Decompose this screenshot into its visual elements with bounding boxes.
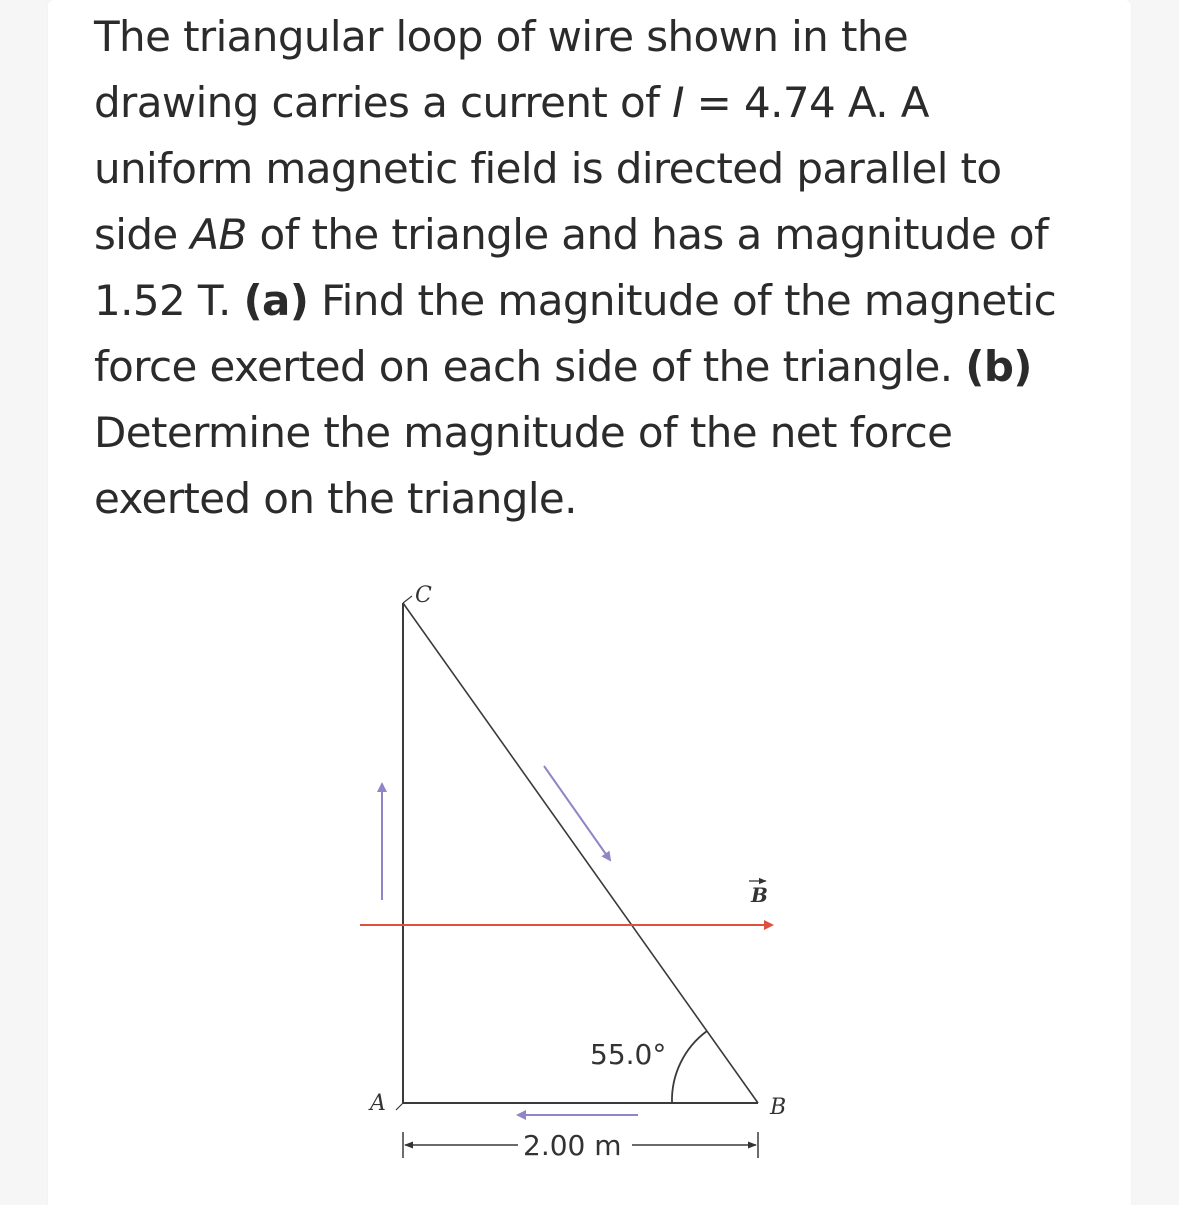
side-cb bbox=[403, 603, 758, 1103]
vertex-label-b: B bbox=[770, 1095, 787, 1120]
corner-tick-a bbox=[396, 1103, 403, 1110]
side-label: AB bbox=[190, 210, 247, 259]
part-a-text: Find the magnitude of the magnetic force exerted on each side of the triangle. bbox=[94, 276, 1057, 391]
current-symbol: I bbox=[672, 78, 684, 127]
question-part-1: The triangular loop of wire shown in the drawing carries a current of bbox=[94, 12, 909, 127]
current-arrow-cb bbox=[544, 766, 610, 860]
question-part-3: of the triangle and has a magnitude of 1.52 T. bbox=[94, 210, 1049, 325]
vertex-label-a: A bbox=[370, 1091, 386, 1116]
triangle-diagram bbox=[340, 570, 820, 1170]
field-label-b: B bbox=[751, 883, 768, 907]
base-length-label: 2.00 m bbox=[523, 1129, 622, 1162]
part-b-text: Determine the magnitude of the net force exerted on the triangle. bbox=[94, 408, 953, 523]
corner-tick-c bbox=[403, 596, 412, 603]
triangle-figure bbox=[340, 570, 820, 1170]
question-text bbox=[94, 4, 1084, 532]
part-a-label: (a) bbox=[243, 276, 309, 325]
angle-label: 55.0° bbox=[590, 1038, 667, 1071]
question-part-2: = 4.74 A. A uniform magnetic field is directed parallel to side bbox=[94, 78, 1002, 259]
vertex-label-c: C bbox=[415, 583, 432, 608]
part-b-label: (b) bbox=[965, 342, 1032, 391]
angle-arc bbox=[672, 1031, 707, 1103]
